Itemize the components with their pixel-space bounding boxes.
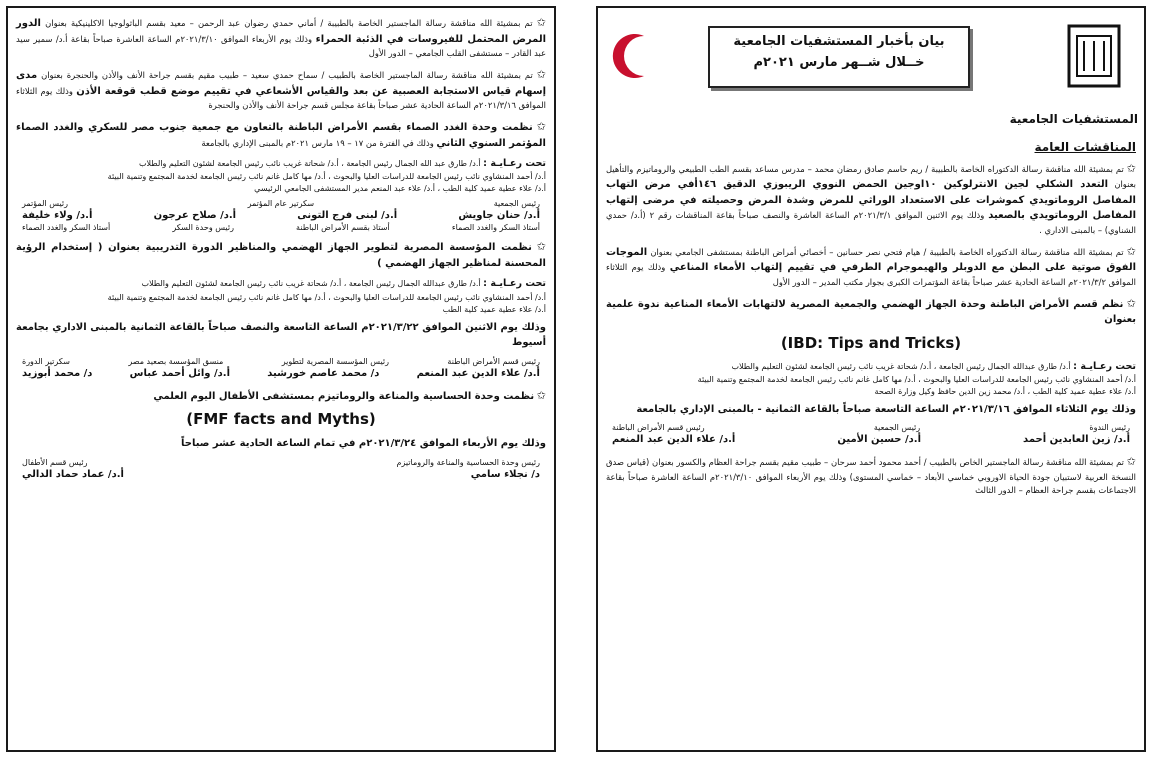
symposium-title: (FMF facts and Myths) — [186, 410, 376, 429]
date-line: وذلك يوم الأربعاء الموافق ٢٠٢١/٣/٢٤م في تمام الساعة الحادية عشر صباحاً — [180, 438, 546, 450]
patrons: تحت رعـايـة : أ.د/ طارق عبدالله الجمال رئيس الجامعة ، أ.د/ شحاتة غريب نائب رئيس الجامعة لشئون التعليم والطلاب أ.د/ أحمد المنشاوي نائب رئيس الجامعة للدراسات العليا والبحوث ، أ.د/ مها كامل غانم نائب رئيس الجامعة لخدمة المجتمع وتنمية البيئة أ.د/ علاء عطية عميد كلية الطب — [107, 278, 546, 314]
signature-roles: رئيس الندوة رئيس الجمعية رئيس قسم الأمراض الباطنة — [612, 423, 1130, 433]
thesis-title: مدى إسهام قياس الاستجابة العصبية عن بعد والقياس الأشعاعي في تقييم موضع قطب قوقعة الأذن — [16, 70, 547, 97]
news-item: ✩ تم بمشيئة الله مناقشة رسالة الدكتوراه الخاصة بالطبيبة / ريم حاسم صادق رمضان محمد – مدرس مساعد بقسم الطب الطبيعي والروماتيزم والتأهيل بعنوان التعدد الشكلي لجين الانترلوكين ١٠اوجين الحمض النووي الريبوزي الدقيق ١٤٦أفي مرض التهاب المفاصل الروماتويدي كموشرات على الاستعداد الوراثي للمرض وشدة المرض وحصيلته في مرضى إلتهاب المفاصل الروماتويدي بالصعيد وذلك يوم الاثنين الموافق ٢٠٢١/٣/١م الساعة العاشرة والنصف صباحاً بقاعة المناقشات رقم ٢ (أ.د/ حمدي الشناوي) – بالمبنى الاداري . — [606, 162, 1137, 235]
news-item: ✩ تم بمشيئة الله مناقشة رسالة الماجستير الخاصة بالطبيب / سماح حمدي سعيد – طبيب مقيم بقسم جراحة الأنف والأذن والحنجرة بعنوان مدى إسهام قياس الاستجابة العصبية عن بعد والقياس الأشعاعي في تقييم موضع قطب قوقعة الأذن وذلك يوم الثلاثاء الموافق ٢٠٢١/٣/١٦م الساعة الحادية عشر صباحاً بقاعة مجلس قسم جراحة الأنف والأذن والحنجرة — [16, 68, 547, 111]
bulletin-page-right — [596, 6, 1146, 752]
date-line: وذلك يوم الثلاثاء الموافق ٢٠٢١/٣/١٦م الساعة التاسعة صباحاً بالقاعة الثمانية - بالمبنى الإداري بالجامعة — [636, 403, 1136, 415]
header — [598, 8, 1144, 138]
section-title: المناقشات العامة — [1034, 140, 1136, 154]
title-box — [708, 26, 970, 88]
title-line-1: بيان بأخبار المستشفيات الجامعية — [733, 34, 945, 49]
date-line: وذلك يوم الاثنين الموافق ٢٠٢١/٣/٢٢م الساعة التاسعة والنصف صباحاً بالقاعة الثمانية بالمبنى الاداري بجامعة أسيوط — [16, 321, 546, 349]
patrons: تحت رعـايـة : أ.د/ طارق عبدالله الجمال رئيس الجامعة ، أ.د/ شحاتة غريب نائب رئيس الجامعة لشئون التعليم والطلاب أ.د/ أحمد المنشاوي نائب رئيس الجامعة للدراسات العليا والبحوث ، أ.د/ مها كامل غانم نائب رئيس الجامعة لخدمة المجتمع وتنمية البيئة أ.د/ علاء عطية عميد كلية الطب ، أ.د/ محمد زين الدين حافظ وكيل وزارة الصحة — [697, 360, 1136, 396]
news-item: ✩ نظم قسم الأمراض الباطنة وحدة الجهاز الهضمي والجمعية المصرية لالتهابات الأمعاء المناعية ندوة علمية بعنوان — [606, 296, 1136, 326]
title-line-2: خــلال شــهر مارس ٢٠٢١م — [753, 55, 925, 70]
university-logo — [1050, 16, 1138, 100]
news-item: ✩ تم بمشيئة الله مناقشة رسالة الماجستير الخاصة بالطبيبة / أماني حمدي رضوان عبد الرحمن – معيد بقسم الباثولوجيا الاكلينيكية بعنوان الدور المرض المحتمل للفيروسات في الذئبة الحمراء وذلك يوم الأربعاء الموافق ٢٠٢١/٣/١٠م الساعة العاشرة صباحاً بقاعة أ.د/ سمير سيد عبد القادر – مستشفى القلب الجامعي – الدور الأول — [16, 16, 546, 58]
bulletin-page-left — [6, 6, 556, 752]
thesis-title: التعدد الشكلي لجين الانترلوكين ١٠اوجين الحمض النووي الريبوزي الدقيق ١٤٦أفي مرض التهاب المفاصل الروماتويدي كموشرات على الاستعداد الوراثي للمرض وشدة المرض وحصيلته في مرضى إلتهاب المفاصل الروماتويدي بالصعيد — [606, 179, 1136, 222]
signature-roles: أستاذ السكر والغدد الصماء أستاذ بقسم الأمراض الباطنة رئيس وحدة السكر أستاذ السكر والغدد الصماء — [22, 223, 540, 233]
signature-names: أ.د/ علاء الدين عبد المنعم د/ محمد عاصم خورشيد أ.د/ وائل أحمد عباس د/ محمد أبوزيد — [22, 367, 540, 379]
crescent-logo — [608, 30, 660, 86]
signature-names: أ.د/ زين العابدين أحمد أ.د/ حسين الأمين أ.د/ علاء الدين عبد المنعم — [612, 434, 1130, 446]
hospital-label: المستشفيات الجامعية — [1009, 112, 1138, 126]
thesis-title: الدور المرض المحتمل للفيروسات في الذئبة الحمراء — [16, 18, 546, 45]
signature-roles: رئيس قسم الأمراض الباطنة رئيس المؤسسة المصرية لتطوير منسق المؤسسة بصعيد مصر سكرتير الدورة — [22, 356, 540, 366]
signature-roles: رئيس وحدة الحساسية والمناعة والروماتيزم رئيس قسم الأطفال — [22, 457, 540, 467]
symposium-title: (IBD: Tips and Tricks) — [780, 333, 962, 352]
news-item: ✩ نظمت المؤسسة المصرية لتطوير الجهاز الهضمي والمناظير الدورة التدريبية بعنوان ( إستخدام الرؤية المحسنة لمناظير الجهاز الهضمي ) — [16, 240, 546, 269]
news-item: ✩ تم بمشيئة الله مناقشة رسالة الدكتوراه الخاصة بالطبيبة / هيام فتحي نصر حسانين – أخصائي أمراض الباطنة بمستشفى الجامعي بعنوان الموجات الفوق صوتية على البطن مع الدوبلر والهيموجرام الطرفي في تقييم إلتهاب الأمعاء المناعي وذلك يوم الثلاثاء الموافق ٢٠٢١/٣/٢م الساعة الحادية عشر صباحاً بقاعة المؤتمرات الكبرى بجوار مكتب المدير – الدور الأول — [606, 244, 1136, 287]
patrons: تحت رعـايـة : أ.د/ طارق عبد الله الجمال رئيس الجامعة ، أ.د/ شحاتة غريب نائب رئيس الجامعة لشئون التعليم والطلاب أ.د/ أحمد المنشاوي نائب رئيس الجامعة للدراسات العليا والبحوث ، أ.د/ مها كامل غانم نائب رئيس الجامعة لخدمة المجتمع وتنمية البيئة أ.د/ علاء عطية عميد كلية الطب ، أ.د/ علاء عبد المنعم مدير المستشفى الجامعي الرئيسي — [107, 158, 546, 194]
signature-names: د/ نجلاء سامي أ.د/ عماد حماد الدالي — [22, 468, 540, 480]
thesis-title: الموجات الفوق صوتية على البطن مع الدوبلر والهيموجرام الطرفي في تقييم إلتهاب الأمعاء المناعي — [606, 246, 1136, 274]
signature-roles: رئيس الجمعية سكرتير عام المؤتمر رئيس المؤتمر — [22, 199, 540, 209]
news-item: ✩ نظمت وحدة الغدد الصماء بقسم الأمراض الباطنة بالتعاون مع جمعية جنوب مصر للسكري والغدد الصماء المؤتمر السنوي الثاني وذلك في الفترة من ١٧ – ١٩ مارس ٢٠٢١م بالمبنى الإداري بالجامعة — [16, 120, 546, 149]
news-item: ✩ تم بمشيئة الله مناقشة رسالة الماجستير الخاص بالطبيب / أحمد محمود أحمد سرحان – طبيب مقيم بقسم جراحة العظام والكسور بعنوان (قياس صدق النسخة العربية لاستبيان جودة الحياة الاوروبي خماسي الأبعاد – خماسي المستوى) وذلك يوم الأربعاء الموافق ٢٠٢١/٣/١٠م الساعة العاشرة صباحاً بقاعة الاجتماعات بقسم جراحة العظام – الدور الثالث — [606, 455, 1137, 495]
signature-names: أ.د/ حنان جاويش أ.د/ لبنى فرج التونى أ.د/ صلاح عرجون أ.د/ ولاء خليفة — [22, 210, 540, 222]
news-item: ✩ نظمت وحدة الحساسية والمناعة والروماتيزم بمستشفى الأطفال اليوم العلمي — [153, 388, 546, 402]
